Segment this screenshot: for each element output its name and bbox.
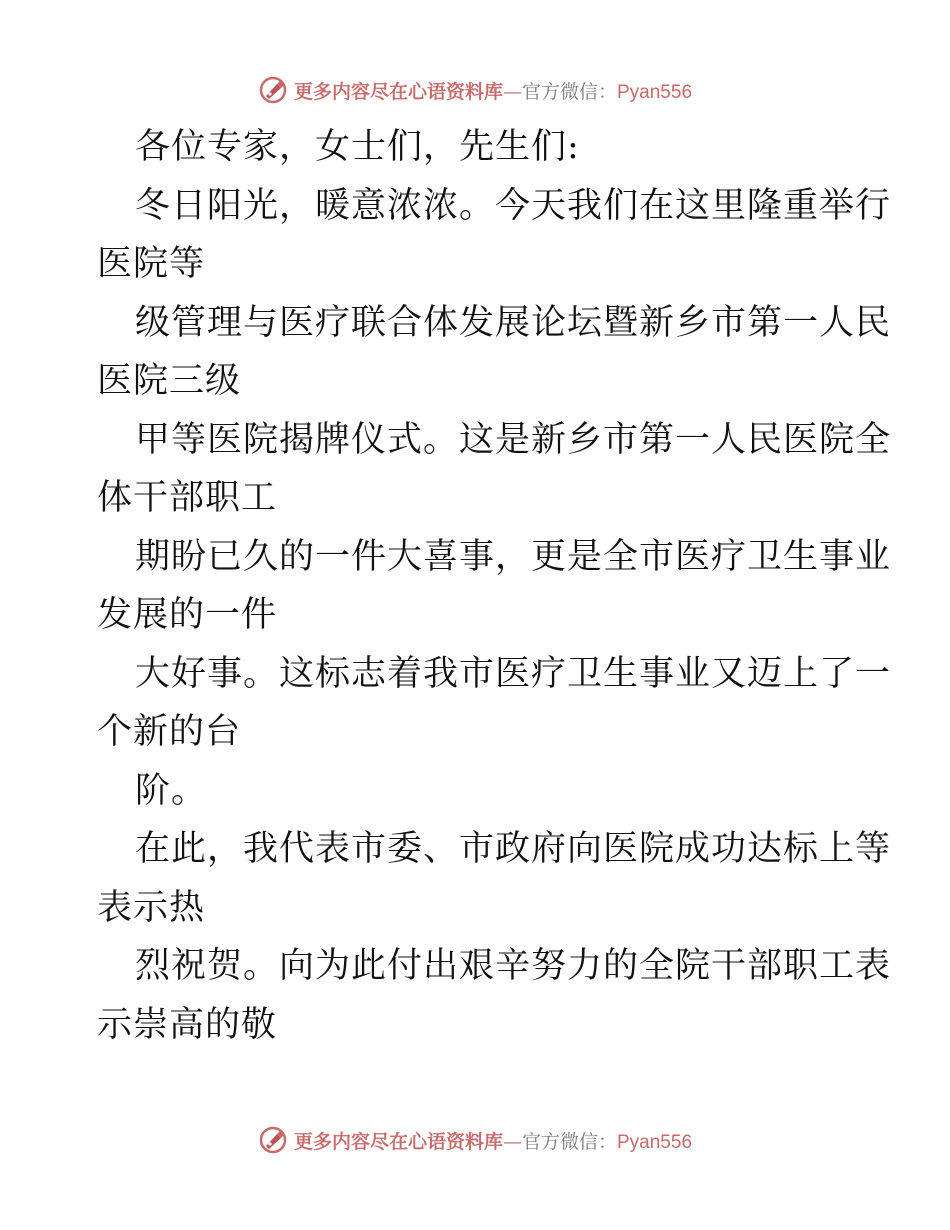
- text-line: 示崇高的敬: [97, 1004, 278, 1045]
- text-line: 级管理与医疗联合体发展论坛暨新乡市第一人民: [135, 302, 892, 343]
- watermark-official: 官方微信：: [521, 1130, 617, 1153]
- text-line: 冬日阳光，暖意浓浓。今天我们在这里隆重举行: [135, 185, 892, 226]
- text-line: 体干部职工: [97, 478, 278, 518]
- text-line: 表示热: [97, 887, 206, 928]
- text-line: 个新的台: [97, 712, 242, 752]
- watermark-text: [294, 77, 692, 104]
- watermark-dash: —: [502, 80, 522, 103]
- document-body: [97, 118, 892, 1054]
- header-watermark: [0, 70, 950, 110]
- text-line: 各位专家，女士们，先生们:: [135, 127, 580, 167]
- watermark-official: 官方微信：: [521, 80, 617, 103]
- footer-watermark: [0, 1120, 950, 1160]
- watermark-main: 更多内容尽在心语资料库: [293, 80, 503, 103]
- watermark-id: Pyan556: [617, 81, 693, 103]
- pen-nib-circle-icon: [258, 75, 288, 105]
- text-line: 发展的一件: [97, 595, 278, 635]
- text-line: 大好事。这标志着我市医疗卫生事业又迈上了一: [135, 653, 892, 694]
- watermark-main: 更多内容尽在心语资料库: [293, 1130, 503, 1153]
- pen-nib-circle-icon: [258, 1125, 288, 1155]
- text-line: 甲等医院揭牌仪式。这是新乡市第一人民医院全: [135, 419, 892, 460]
- text-line: 在此，我代表市委、市政府向医院成功达标上等: [135, 829, 892, 869]
- watermark-text: [294, 1127, 692, 1154]
- text-line: 医院三级: [97, 361, 242, 401]
- watermark-id: Pyan556: [617, 1131, 693, 1153]
- text-line: 阶。: [135, 770, 208, 811]
- text-line: 期盼已久的一件大喜事，更是全市医疗卫生事业: [135, 536, 892, 577]
- watermark-dash: —: [502, 1130, 522, 1153]
- text-line: 烈祝贺。向为此付出艰辛努力的全院干部职工表: [135, 946, 892, 986]
- text-line: 医院等: [97, 244, 206, 284]
